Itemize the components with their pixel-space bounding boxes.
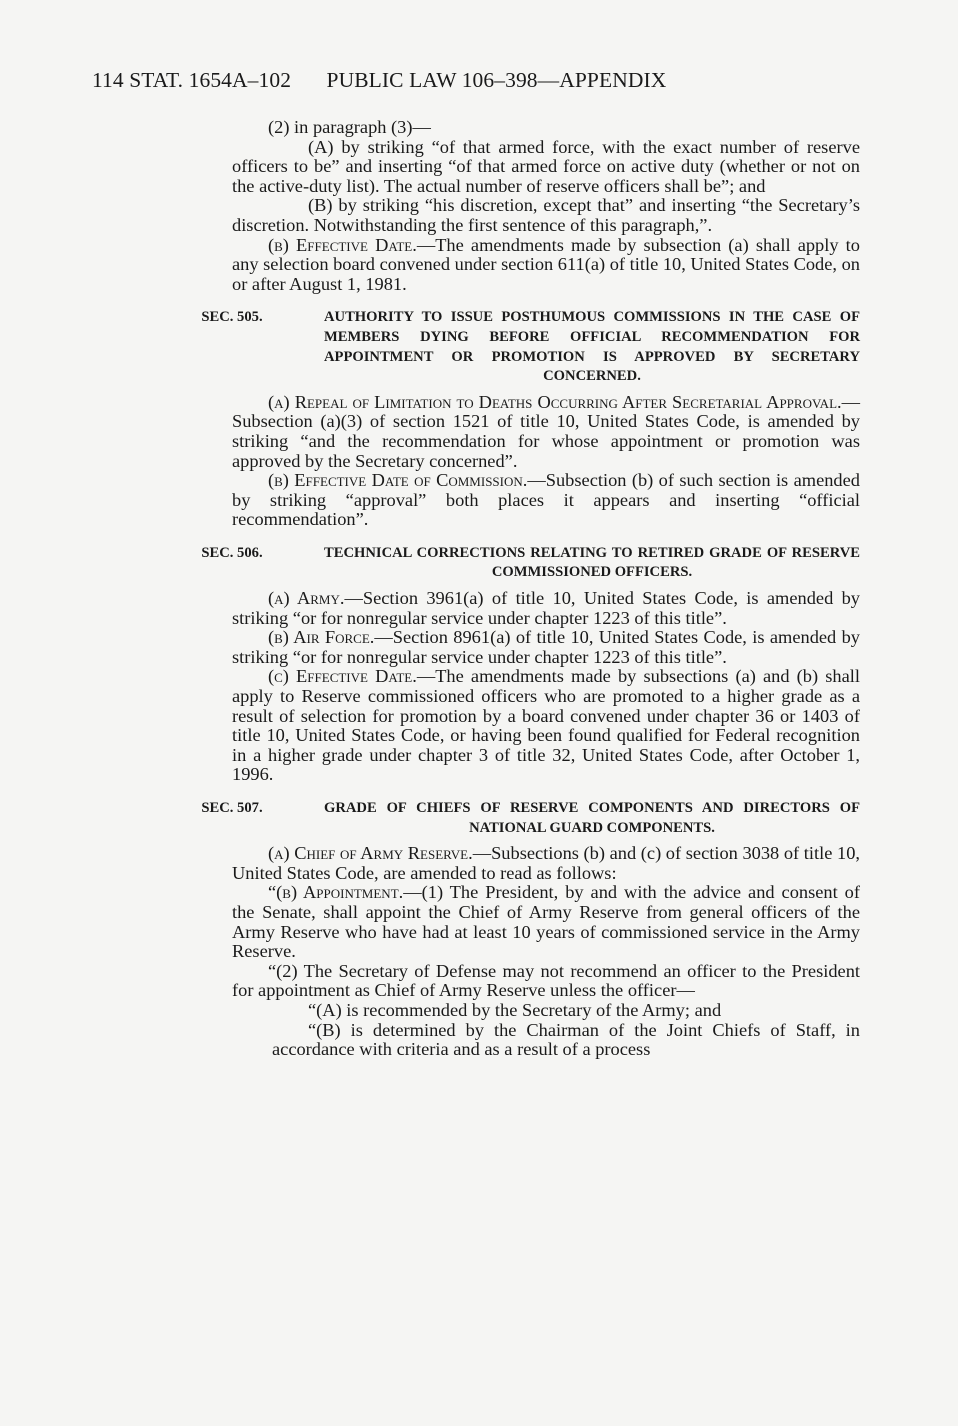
subsection-text: —(1) The President, by and with the advice and consent of the Senate, shall appoint the Chief of Army Reserve from general officers of the Army Reserve who have had at least 10 years of commissioned service in the Army Reserve.	[232, 882, 860, 962]
subsection-b-effective-date	[232, 236, 860, 295]
section-title: GRADE OF CHIEFS OF RESERVE COMPONENTS AND DIRECTORS OF NATIONAL GUARD COMPONENTS.	[324, 800, 860, 836]
subsection-heading: “(b) Appointment.	[268, 882, 404, 903]
section-507-heading	[201, 799, 860, 838]
sec507-subsection-a	[232, 844, 860, 883]
section-number: SEC. 506.	[201, 544, 263, 561]
subsection-heading: (c) Effective Date.	[268, 666, 417, 687]
subsection-text: —Section 3961(a) of title 10, United States Code, is amended by striking “or for nonregular service under chapter 1223 of this title”.	[232, 588, 860, 628]
section-title: TECHNICAL CORRECTIONS RELATING TO RETIRED GRADE OF RESERVE COMMISSIONED OFFICERS.	[324, 544, 860, 581]
section-number: SEC. 505.	[201, 309, 263, 326]
document-body	[201, 117, 861, 1060]
page-header	[92, 68, 666, 93]
subsection-heading: (a) Chief of Army Reserve.	[268, 843, 473, 864]
subsection-heading: (a) Army.	[268, 588, 345, 609]
subsection-heading: (b) Effective Date of Commission.	[268, 470, 528, 491]
subsection-heading: (b) Air Force.	[268, 627, 375, 648]
subsection-text: —Subsection (b) of such section is amended by striking “approval” both places it appears and inserting “official recommendation”.	[232, 470, 860, 530]
subsection-text: —The amendments made by subsection (a) shall apply to any selection board convened under section 611(a) of title 10, United States Code, on or after August 1, 1981.	[232, 234, 861, 294]
sec505-subsection-b	[232, 471, 860, 530]
subparagraph-a: (A) by striking “of that armed force, with the exact number of reserve officers to be” and inserting “of that armed force on active duty (whether or not on the active-duty list). The actual number of reserve officers shall be”; and	[232, 136, 860, 196]
subsection-text: —Subsections (b) and (c) of section 3038 of title 10, United States Code, are amended to read as follows:	[232, 843, 860, 883]
sec505-subsection-a	[232, 393, 860, 471]
subsection-text: —Subsection (a)(3) of section 1521 of title 10, United States Code, is amended by striking “and the recommendation for whose appointment or promotion was approved by the Secretary concerned”.	[232, 391, 860, 471]
paragraph-2-in-paragraph-3: (2) in paragraph (3)—	[268, 117, 431, 137]
sec507-subparagraph-b: “(B) is determined by the Chairman of the Joint Chiefs of Staff, in accordance with criteria and as a result of a process	[272, 1019, 860, 1060]
sec507-paragraph-2: “(2) The Secretary of Defense may not recommend an officer to the President for appointment as Chief of Army Reserve unless the officer—	[232, 960, 860, 1001]
header-public-law: PUBLIC LAW 106–398—APPENDIX	[326, 68, 667, 92]
sec507-subparagraph-a: “(A) is recommended by the Secretary of the Army; and	[308, 999, 722, 1020]
section-title: AUTHORITY TO ISSUE POSTHUMOUS COMMISSIONS IN THE CASE OF MEMBERS DYING BEFORE OFFICIAL RECOMMENDATION FOR APPOINTMENT OR PROMOTION IS APPROVED BY SECRETARY CONCERNED.	[324, 309, 860, 385]
subparagraph-b: (B) by striking “his discretion, except that” and inserting “the Secretary’s discretion. Notwithstanding the first sentence of this paragraph,”.	[232, 195, 860, 235]
sec506-subsection-a	[232, 589, 860, 628]
sec506-subsection-c	[232, 667, 860, 785]
subsection-heading: (b) Effective Date.	[268, 234, 417, 255]
section-number: SEC. 507.	[201, 800, 263, 816]
section-505-heading	[201, 308, 860, 386]
subsection-heading: (a) Repeal of Limitation to Deaths Occurring After Secretarial Approval.	[268, 391, 842, 412]
sec506-subsection-b	[232, 628, 860, 667]
subsection-text: —Section 8961(a) of title 10, United States Code, is amended by striking “or for nonregular service under chapter 1223 of this title”.	[232, 627, 860, 667]
section-506-heading	[201, 544, 860, 583]
header-stat-citation: 114 STAT. 1654A–102	[92, 68, 292, 92]
sec507-appointment	[232, 883, 860, 961]
subsection-text: —The amendments made by subsections (a) and (b) shall apply to Reserve commissioned officers who are promoted to a higher grade as a result of selection for promotion by a board convened under chapter 36 or 1403 of title 10, United States Code, or having been found qualified for Federal recognition in a higher grade under chapter 3 of title 32, United States Code, after October 1, 1996.	[232, 666, 860, 785]
